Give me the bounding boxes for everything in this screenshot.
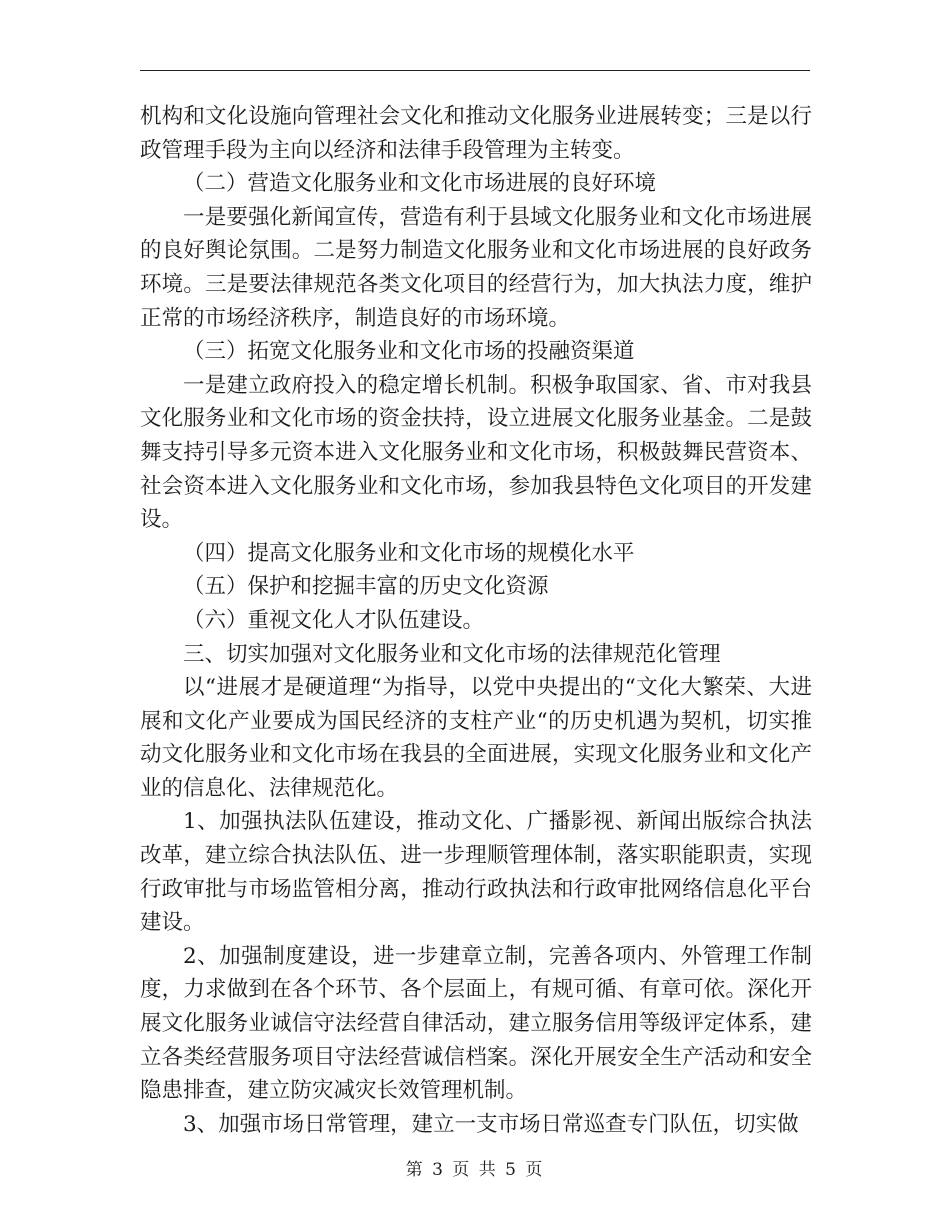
section-heading: 三、切实加强对文化服务业和文化市场的法律规范化管理 <box>183 641 721 667</box>
section-heading: （四）提高文化服务业和文化市场的规模化水平 <box>183 540 635 566</box>
paragraph: 1、加强执法队伍建设，推动文化、广播影视、新闻出版综合执法改革，建立综合执法队伍、进一步理顺管理体制，落实职能职责，实现行政审批与市场监管相分离，推动行政执法和行政审批网络信息化平台建设。 <box>140 809 812 936</box>
section-heading: （五）保护和挖掘丰富的历史文化资源 <box>183 574 549 600</box>
page-footer: 第 3 页 共 5 页 <box>405 1160 545 1180</box>
body-text <box>140 100 812 1141</box>
paragraph: 3、加强市场日常管理，建立一支市场日常巡查专门队伍，切实做 <box>183 1111 799 1137</box>
paragraph: 2、加强制度建设，进一步建章立制，完善各项内、外管理工作制度，力求做到在各个环节、各个层面上，有规可循、有章可依。深化开展文化服务业诚信守法经营自律活动，建立服务信用等级评定体系，建立各类经营服务项目守法经营诚信档案。深化开展安全生产活动和安全隐患排查，建立防灾减灾长效管理机制。 <box>140 943 812 1104</box>
section-heading: （六）重视文化人才队伍建设。 <box>183 607 485 633</box>
paragraph: 一是建立政府投入的稳定增长机制。积极争取国家、省、市对我县文化服务业和文化市场的资金扶持，设立进展文化服务业基金。二是鼓舞支持引导多元资本进入文化服务业和文化市场，积极鼓舞民营资本、社会资本进入文化服务业和文化市场，参加我县特色文化项目的开发建设。 <box>140 372 812 533</box>
header-rule <box>140 70 810 71</box>
paragraph: 机构和文化设施向管理社会文化和推动文化服务业进展转变；三是以行政管理手段为主向以经济和法律手段管理为主转变。 <box>140 104 812 163</box>
section-heading: （二）营造文化服务业和文化市场进展的良好环境 <box>183 171 657 197</box>
paragraph: 一是要强化新闻宣传，营造有利于县域文化服务业和文化市场进展的良好舆论氛围。二是努力制造文化服务业和文化市场进展的良好政务环境。三是要法律规范各类文化项目的经营行为，加大执法力度，维护正常的市场经济秩序，制造良好的市场环境。 <box>140 204 812 331</box>
section-heading: （三）拓宽文化服务业和文化市场的投融资渠道 <box>183 339 635 365</box>
paragraph: 以“进展才是硬道理“为指导，以党中央提出的“文化大繁荣、大进展和文化产业要成为国民经济的支柱产业“的历史机遇为契机，切实推动文化服务业和文化市场在我县的全面进展，实现文化服务业和文化产业的信息化、法律规范化。 <box>140 675 812 801</box>
